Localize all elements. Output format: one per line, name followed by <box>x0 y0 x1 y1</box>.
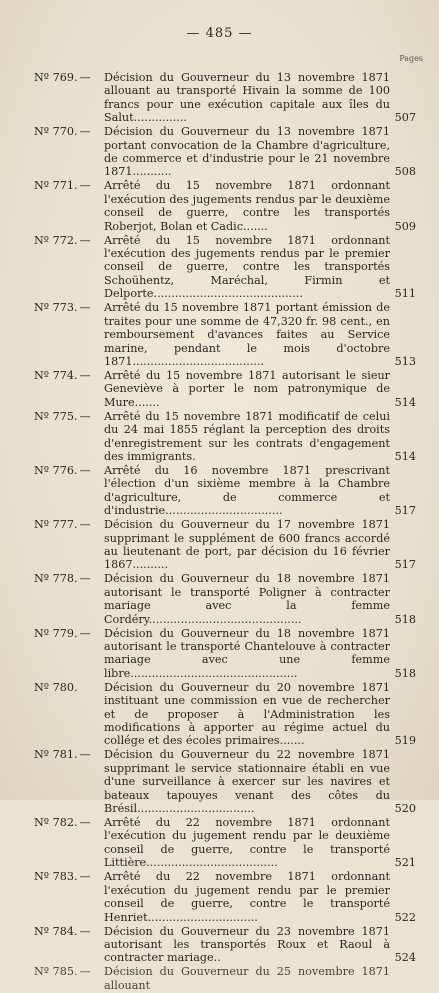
entry-number-label: Nº 777. <box>34 518 78 532</box>
entry-number <box>34 234 104 247</box>
entry-number <box>34 965 104 978</box>
entry-page-ref: 513 <box>394 354 416 368</box>
entry-page-ref: 518 <box>394 666 416 680</box>
entry-text: Décision du Gouverneur du 18 novembre 1871 autorisant le transporté Chantelouve à contracter mariage avec une femme libre............................................... <box>104 626 390 680</box>
list-item <box>34 125 416 179</box>
entry-text: Décision du Gouverneur du 20 novembre 1871 instituant une commission en vue de rechercher et de proposer à l'Administration les modifications à apporter au régime actuel du collége et des écoles primaires....... <box>104 680 390 748</box>
entry-dash: — <box>79 301 91 315</box>
entry-text: Décision du Gouverneur du 22 novembre 1871 supprimant le service stationnaire établi en vue d'une surveillance à exercer sur les navires et bateaux tapouyes venant des côtes du Brésil................................. <box>104 748 390 816</box>
list-item <box>34 870 416 924</box>
entry-text: Décision du Gouverneur du 25 novembre 1871 allouant <box>104 965 390 992</box>
entry-dash: — <box>79 924 91 938</box>
entry-list <box>34 71 416 993</box>
entry-dash: — <box>79 518 91 532</box>
page-number: — 485 — <box>186 26 253 41</box>
entry-text: Arrêté du 15 novembre 1871 ordonnant l'exécution des jugements rendus par le premier conseil de guerre, contre les transportés Schoühentz, Maréchal, Firmin et Delporte.......................................... <box>104 233 390 301</box>
entry-page-ref: 524 <box>394 951 416 965</box>
list-item <box>34 301 416 368</box>
entry-number-label: Nº 770. <box>34 125 78 139</box>
entry-page-ref: 509 <box>394 219 416 233</box>
list-item <box>34 965 416 992</box>
entry-text: Arrêté du 16 novembre 1871 prescrivant l'élection d'un sixième membre à la Chambre d'agriculture, de commerce et d'industrie................................. <box>104 463 390 518</box>
list-item <box>34 179 416 233</box>
list-item <box>34 410 416 464</box>
entry-number <box>34 925 104 938</box>
entry-number <box>34 748 104 761</box>
entry-dash: — <box>79 368 91 382</box>
entry-number-label: Nº 785. <box>34 965 78 979</box>
entry-number-label: Nº 784. <box>34 924 78 938</box>
entry-dash: — <box>79 965 91 979</box>
entry-dash: — <box>79 816 91 830</box>
entry-number <box>34 464 104 477</box>
entry-number-label: Nº 781. <box>34 748 78 762</box>
entry-number-label: Nº 776. <box>34 463 78 477</box>
list-item <box>34 627 416 681</box>
entry-dash: — <box>79 626 91 640</box>
entry-text: Décision du Gouverneur du 23 novembre 1871 autorisant les transportés Roux et Raoul à contracter mariage.. <box>104 924 390 965</box>
list-item <box>34 925 416 965</box>
entry-number-label: Nº 769. <box>34 71 78 84</box>
entry-dash: — <box>79 572 91 586</box>
entry-number-label: Nº 774. <box>34 368 78 382</box>
entry-number-label: Nº 775. <box>34 409 78 423</box>
entry-page-ref: 517 <box>394 504 416 518</box>
entry-text: Arrêté du 15 novembre 1871 portant émission de traites pour une somme de 47,320 fr. 98 cent., en remboursement d'avances faites au Service marine, pendant le mois d'octobre 1871..................................... <box>104 301 390 368</box>
entry-number <box>34 369 104 382</box>
entry-number <box>34 410 104 423</box>
entry-number-label: Nº 780. <box>34 680 78 694</box>
entry-page-ref: 520 <box>394 802 416 816</box>
list-item <box>34 816 416 870</box>
entry-number <box>34 681 104 694</box>
entry-text: Arrêté du 15 novembre 1871 ordonnant l'exécution des jugements rendus par le deuxième conseil de guerre, contre les transportés Roberjot, Bolan et Cadic....... <box>104 179 390 233</box>
entry-dash: — <box>79 179 91 193</box>
entry-number-label: Nº 782. <box>34 816 78 830</box>
entry-dash: — <box>79 463 91 477</box>
entry-number <box>34 816 104 829</box>
entry-dash: — <box>79 233 91 247</box>
entry-text: Arrêté du 22 novembre 1871 ordonnant l'exécution du jugement rendu par le deuxième conseil de guerre, contre le transporté Littière..................................... <box>104 816 390 870</box>
entry-number-label: Nº 783. <box>34 870 78 884</box>
entry-page-ref: 511 <box>394 287 416 301</box>
entry-number <box>34 301 104 314</box>
entry-number <box>34 518 104 531</box>
list-item <box>34 748 416 815</box>
entry-page-ref: 514 <box>394 395 416 409</box>
entry-page-ref: 522 <box>394 910 416 924</box>
entry-page-ref: 514 <box>394 449 416 463</box>
list-item <box>34 681 416 748</box>
entry-page-ref: 519 <box>394 734 416 748</box>
entry-text: Décision du Gouverneur du 17 novembre 1871 supprimant le supplément de 600 francs accordé au lieutenant de port, par décision du 16 février 1867.......... <box>104 518 390 572</box>
entry-dash: — <box>79 71 91 84</box>
entry-dash: — <box>79 748 91 762</box>
entry-number-label: Nº 779. <box>34 626 78 640</box>
entry-text: Décision du Gouverneur du 13 novembre 1871 allouant au transporté Hivain la somme de 100 francs pour une exécution capitale aux îles du Salut............... <box>104 71 390 125</box>
entry-dash: — <box>79 870 91 884</box>
entry-page-ref: 507 <box>394 111 416 125</box>
list-item <box>34 71 416 125</box>
entry-number <box>34 572 104 585</box>
entry-number <box>34 627 104 640</box>
list-item <box>34 464 416 518</box>
entry-number-label: Nº 773. <box>34 301 78 315</box>
entry-page-ref: 508 <box>394 165 416 179</box>
entry-number <box>34 71 104 84</box>
entry-dash: — <box>79 409 91 423</box>
entry-text: Arrêté du 15 novembre 1871 modificatif de celui du 24 mai 1855 réglant la perception des droits d'enregistrement sur les contrats d'engagement des immigrants. <box>104 409 390 463</box>
entry-text: Arrêté du 22 novembre 1871 ordonnant l'exécution du jugement rendu par le premier conseil de guerre, contre le transporté Henriet............................... <box>104 870 390 924</box>
entry-text: Décision du Gouverneur du 13 novembre 1871 portant convocation de la Chambre d'agriculture, de commerce et d'industrie pour le 21 novembre 1871........... <box>104 125 390 179</box>
entry-text: Arrêté du 15 novembre 1871 autorisant le sieur Geneviève à porter le nom patronymique de Mure....... <box>104 368 390 409</box>
entry-page-ref: 517 <box>394 558 416 572</box>
entry-page-ref: 518 <box>394 612 416 626</box>
list-item <box>34 518 416 572</box>
entry-number <box>34 125 104 138</box>
entry-page-ref: 521 <box>394 856 416 870</box>
entry-number-label: Nº 771. <box>34 179 78 193</box>
entry-text: Décision du Gouverneur du 18 novembre 1871 autorisant le transporté Poligner à contracter mariage avec la femme Cordéry........................................... <box>104 572 390 626</box>
entry-number <box>34 870 104 883</box>
list-item <box>34 369 416 409</box>
entry-number-label: Nº 772. <box>34 233 78 247</box>
list-item <box>34 234 416 301</box>
entry-number-label: Nº 778. <box>34 572 78 586</box>
entry-dash: — <box>79 125 91 139</box>
list-item <box>34 572 416 626</box>
entry-number <box>34 179 104 192</box>
pages-column-label: Pages <box>399 54 423 63</box>
